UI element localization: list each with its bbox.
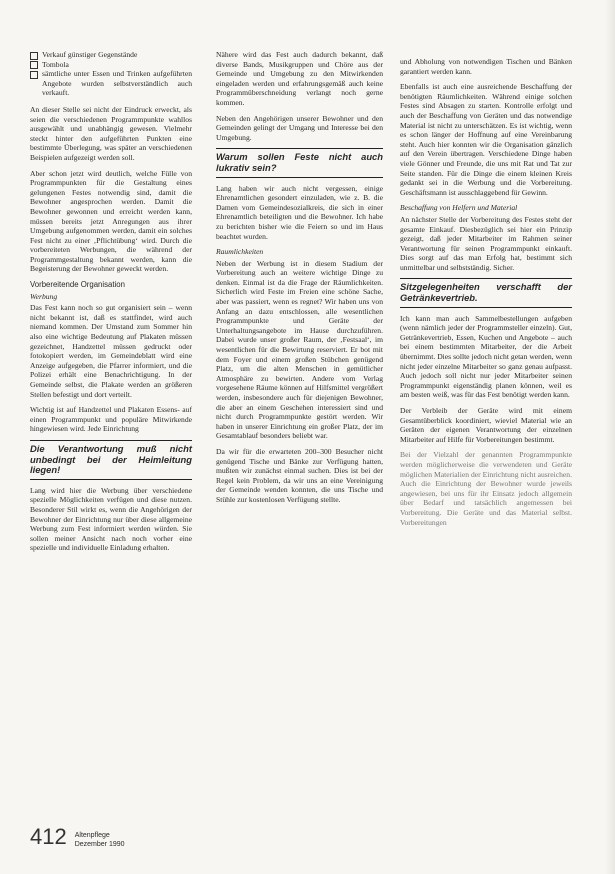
checkbox-icon — [30, 52, 38, 60]
paragraph: Ebenfalls ist auch eine ausreichende Beschaffung der benötigten Räumlichkeiten. Während einige solchen Festes sind Absagen zu starten. Kontrolle erfolgt und auch der Beschaffung von Geräten und das notwendige Material ist nicht zu unterschätzen. Es ist wichtig, wenn es schon länger der Hoffnung auf eine Vereinbarung steht. Auch hier konnten wir die Organisation gänzlich auf den Verein übertragen. Verschiedene Dinge haben viele Gönner und Freunde, die uns mit Rat und Tat zur Seite standen. Für die Dinge die einem kleinen Kreis gedankt sei in die Werbung und die Vorbereitung. Geschäftsmann ist ausschlaggebend für Gewinn. — [400, 82, 572, 197]
paragraph: Lang haben wir auch nicht vergessen, einige Ehrenamtlichen gesondert einzuladen, wie z. B. die Damen vom Gemeindesozialkreis, die sich in einer Ehrenamtlich beteiligten und die Bewohner. Ich habe zu berichten bisher wie die Feiern so und im Haus beachtet wurden. — [216, 183, 383, 241]
paragraph: Ich kann man auch Sammelbestellungen aufgeben (wenn nämlich jeder der Programmsteller einzeln). Gut, Getränkevertrieb, Essen, Kuchen und Angebote – auch bei einem bestimmten Mitarbeiter, der die Arbeit übernimmt. Dies sollte jedoch nicht getan werden, wenn nicht jeder einzelne Mitarbeiter so ganz genau aufpasst. Auch jedoch soll nicht nur jeder Mitarbeiter seinen Programmpunkt eigenständig planen können, weil es am besten weiß, was für das Fest benötigt werden kann. — [400, 313, 572, 400]
checklist-item: Verkauf günstiger Gegenstände — [30, 50, 192, 60]
checklist — [30, 50, 192, 98]
paragraph: Lang wird hier die Werbung über verschiedene spezielle Möglichkeiten verfügen und diese nutzen. Besonderer Stil wirkt es, wenn die Angehörigen der Bewohner der Einrichtung nur über diese allgemeine Werbung zum Fest informiert werden würden. Sie sollen meiner Ansicht nach noch vorher eine spezielle und individuelle Einladung erhalten. — [30, 485, 192, 553]
pull-quote-heading: Die Verantwortung muß nicht unbedingt bei der Heimleitung liegen! — [30, 440, 192, 480]
checkbox-icon — [30, 61, 38, 69]
publication-info — [75, 832, 125, 849]
subsection-heading: Beschaffung von Helfern und Material — [400, 203, 518, 213]
checkbox-icon — [30, 71, 38, 79]
paragraph: Bei der Vielzahl der genannten Programmpunkte werden möglicherweise die verwendeten und Geräte möglichen Materialien der Einrichtung nicht ausreichen. Auch die Einrichtung der Bewohner wurde jeweils angewiesen, bei uns für ihr Einsatz jedoch allgemein über Bedarf und tatsächlich angemessen bei Vorbereitung. Die Geräte und das Material selbst. Vorbereitungen — [400, 450, 572, 527]
pull-quote-heading: Sitzgelegenheiten verschafft der Getränkevertrieb. — [400, 278, 572, 307]
paragraph: Nähere wird das Fest auch dadurch bekannt, daß diverse Bands, Musikgruppen und Chöre aus der Gemeinde und Umgebung zu den Mitwirkenden eingeladen werden und erfahrungsgemäß auch keine Programmüberschneidung verlangt noch gerne kommen. — [216, 50, 383, 107]
page-number: 412 — [30, 824, 67, 849]
paragraph: Neben den Angehörigen unserer Bewohner und den Gemeinden gelingt der Umgang und Interesse bei den Umgebung. — [216, 113, 383, 142]
paragraph: und Abholung von notwendigen Tischen und Bänken garantiert werden kann. — [400, 57, 572, 76]
paragraph: An dieser Stelle sei nicht der Eindruck erweckt, als seien die verschiedenen Programmpunkte wahllos ausgewählt und unabhängig gewesen. Vielmehr steckt hinter den aufgeführten Punkten eine bestimmte Überlegung, was später an verschiedenen Beispielen aufgezeigt werden soll. — [30, 104, 192, 162]
paragraph: Neben der Werbung ist in diesem Stadium der Vorbereitung auch an weitere wichtige Dinge zu denken. Einmal ist da die Frage der Räumlichkeiten. Sicherlich wird Feste im Freien eine schöne Sache, aber was passiert, wenn es regnet? Wir haben uns von Anfang an dazu entschlossen, alle wesentlichen Programmpunkte und Geräte der Unterhaltungsangebote im Hause durchzuführen. Dabei wurde unser großer Raum, der ‚Festsaal‘, im wesentlichen für die Bewirtung reserviert. Er bot mit dem Foyer und einem großen Stübchen genügend Platz, um die alten Menschen in gemütlicher Atmosphäre zu bewirten. Andere vom Verlag vorgesehene Räume können auf Hilfsmittel vergrößert werden, insbesondere auch für diejenigen Bewohner, die aber an einem Geschehen interessiert sind und nicht durch Programmpunkte gestört werden. Wir haben in unserer Einrichtung ein großer Platz, der im Gesamtablauf besonders beliebt war. — [216, 258, 383, 441]
magazine-title: Altenpflege — [74, 832, 110, 839]
subsection-heading: Raumlichkeiten — [216, 247, 264, 257]
page-footer — [30, 826, 125, 849]
paragraph: Da wir für die erwarteten 200–300 Besucher nicht genügend Tische und Bänke zur Verfügung hatten, mußten wir zunächst einmal suchen. Dies ist bei der Regel kein Problem, da wir uns an eine Vereinigung der Gemeinde wenden konnten, die uns Tische und Stühle zur kostenlosen Verfügung stellte. — [216, 446, 383, 504]
paragraph: An nächster Stelle der Vorbereitung des Festes steht der gesamte Einkauf. Diesbezüglich sei hier ein Prinzip gezeigt, daß jeder Mitarbeiter im Rahmen seiner Verantwortung für seinen Programmpunkt einkauft. Dies sorgt auf das man Erfolg hat, bestimmt sich unmittelbar und selbstständig. Sicher. — [400, 214, 572, 272]
column-1 — [30, 50, 192, 559]
paragraph: Das Fest kann noch so gut organisiert sein – wenn nicht bekannt ist, daß es stattfindet, wird auch niemand kommen. Der Umstand zum Sommer hin also eine wichtige Bedeutung auf Plakaten müssen gezeichnet, Handzettel müssen gedruckt oder fotokopiert werden, im Gemeindeblatt wird eine Anzeige aufgegeben, die Pfarrer informiert, und die Polizei erhält eine Benachrichtigung. In der Gemeinde selbst, die Plakate werden an größeren Stellen befestigt und dort verteilt. — [30, 303, 192, 399]
checklist-item: sämtliche unter Essen und Trinken aufgeführten Angebote wurden selbstverständlich auch verkauft. — [30, 69, 192, 98]
section-heading: Vorbereitende Organisation — [30, 280, 125, 290]
paragraph: Wichtig ist auf Handzettel und Plakaten Essens- auf einen Programmpunkt und populäre Mitwirkende hingewiesen wird. Jede Einrichtung — [30, 405, 192, 434]
page-edge-shadow — [605, 0, 615, 874]
column-2 — [216, 50, 383, 511]
paragraph: Aber schon jetzt wird deutlich, welche Fülle von Programmpunkten für die Gestaltung eines gelungenen Festes notwendig sind, damit die Bewohner angesprochen werden. Damit die Bewohner gewonnen und erreicht werden kann, müssen bereits jetzt Anregungen aus ihrer Umgebung aufgenommen werden, damit ein solches Fest nicht zu einer ‚Pflichtübung‘ wird. Durch die vorbereiteten Werbungen, die während der Programmgestaltung bekannt werden, kann die Begeisterung der Bewohner geweckt werden. — [30, 168, 192, 274]
pull-quote-heading: Warum sollen Feste nicht auch lukrativ sein? — [216, 148, 383, 177]
paragraph: Der Verbleib der Geräte wird mit einem Gesamtüberblick koordiniert, wieviel Material wie an Geräten der eigenen Verantwortung der einzelnen Mitarbeiter auf Hilfe für Vorbereitungen bestimmt. — [400, 406, 572, 444]
column-3 — [400, 57, 572, 533]
subsection-heading: Werbung — [30, 291, 58, 301]
checklist-item: Tombola — [30, 60, 192, 70]
issue-date: Dezember 1990 — [74, 840, 125, 848]
